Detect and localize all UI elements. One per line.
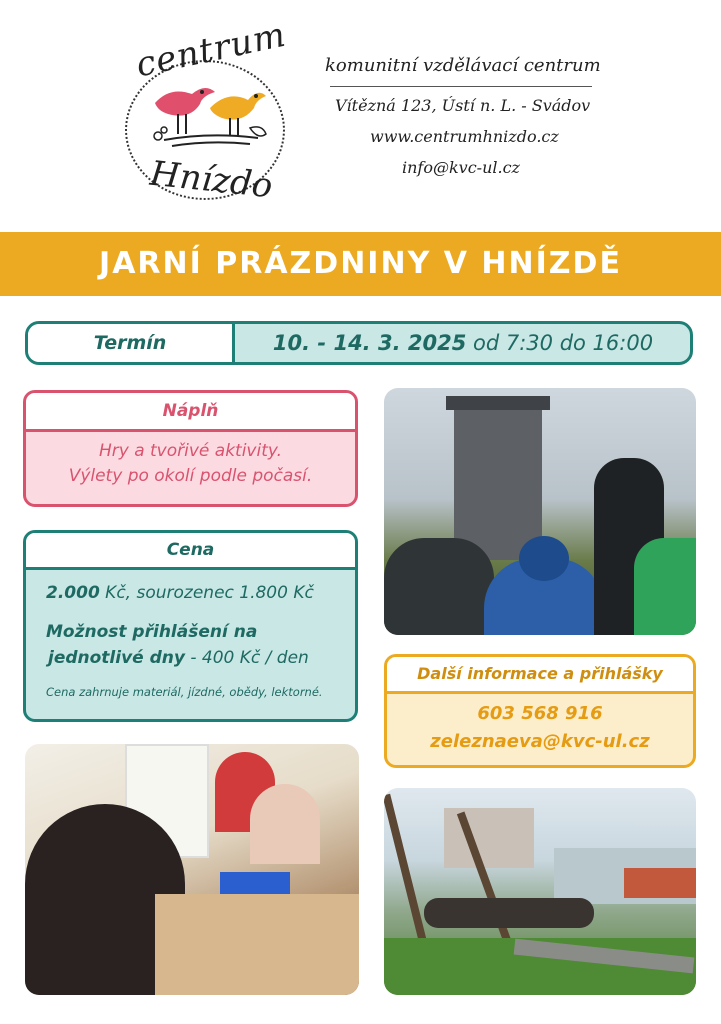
termin-box <box>25 321 693 365</box>
napln-body <box>26 439 355 489</box>
logo-word-centrum: centrum <box>132 14 290 86</box>
termin-value <box>243 324 683 362</box>
photo-swing-playground <box>384 788 696 995</box>
napln-title: Náplň <box>26 393 355 432</box>
termin-time: od 7:30 do 16:00 <box>466 331 654 355</box>
cena-box <box>23 530 358 722</box>
info-phone-link[interactable]: 603 568 916 <box>477 703 603 724</box>
cena-option-days: jednotlivé dny <box>48 648 185 668</box>
cena-price <box>46 583 314 603</box>
cena-option-price: - 400 Kč / den <box>184 648 309 668</box>
napln-line: Výlety po okolí podle počasí. <box>68 466 313 486</box>
info-box <box>384 654 696 768</box>
napln-box <box>23 390 358 507</box>
cena-price-rest: Kč, sourozenec 1.800 Kč <box>99 583 314 603</box>
org-address: Vítězná 123, Ústí n. L. - Svádov <box>335 96 591 115</box>
info-email-link[interactable]: zeleznaeva@kvc-ul.cz <box>430 731 650 752</box>
title-banner <box>0 232 721 296</box>
photo-tower-group <box>384 388 696 635</box>
cena-option-line1: Možnost přihlášení na <box>46 622 258 642</box>
org-name: komunitní vzdělávací centrum <box>325 55 601 76</box>
termin-label: Termín <box>28 324 235 362</box>
page-title: JARNÍ PRÁZDNINY V HNÍZDĚ <box>99 246 622 281</box>
cena-note: Cena zahrnuje materiál, jízdné, obědy, lektorné. <box>46 685 323 699</box>
info-title: Další informace a přihlášky <box>387 657 693 694</box>
cena-option-line2 <box>48 648 309 668</box>
cena-price-main: 2.000 <box>46 583 100 603</box>
birds-logo-icon <box>150 78 270 158</box>
org-email-link[interactable]: info@kvc-ul.cz <box>402 158 520 177</box>
header-divider <box>330 86 592 87</box>
logo-word-hnizdo: Hnízdo <box>148 153 275 207</box>
org-website-link[interactable]: www.centrumhnizdo.cz <box>370 127 559 146</box>
termin-dates: 10. - 14. 3. 2025 <box>272 331 467 355</box>
cena-title: Cena <box>26 533 355 570</box>
photo-crafts-table <box>25 744 359 995</box>
napln-line: Hry a tvořivé aktivity. <box>98 441 283 461</box>
